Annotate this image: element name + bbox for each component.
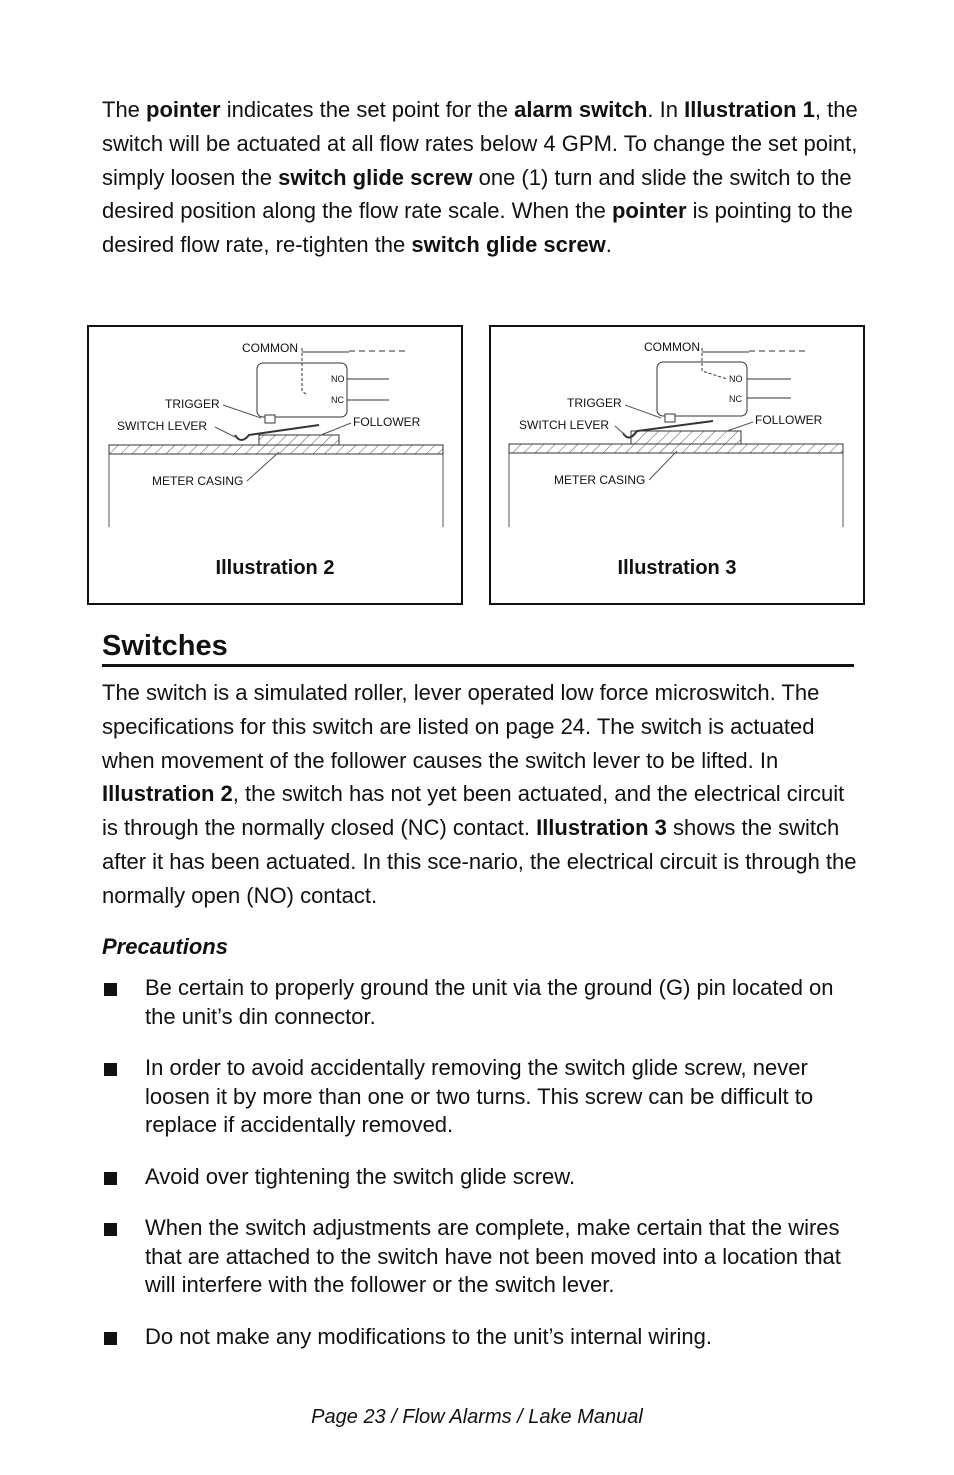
precaution-text: When the switch adjustments are complete, make certain that the wires that are attached to the switch have not been moved into a location that will interfere with the follower or the switch lever.: [145, 1215, 841, 1297]
bold-term: Illustration 3: [536, 815, 667, 841]
fig2-label-nc: NC: [331, 395, 344, 405]
text-run: is pointing to the desired flow rate, re-tighten the: [102, 198, 853, 258]
text-run: , the switch will be actuated at all flow rates below 4 GPM. To change the set point, simply loosen the: [102, 97, 858, 190]
list-item: [102, 1214, 862, 1300]
bullet-square-icon: [104, 1172, 117, 1185]
bold-term: switch glide screw: [411, 232, 606, 258]
bold-term: alarm switch: [514, 97, 648, 122]
fig3-label-trigger: TRIGGER: [567, 396, 622, 410]
precaution-text: Do not make any modifications to the unit’s internal wiring.: [145, 1323, 712, 1349]
fig3-label-common: COMMON: [644, 340, 700, 354]
list-item: [102, 1323, 862, 1352]
bold-term: pointer: [611, 198, 687, 224]
intro-paragraph: [102, 93, 862, 262]
bold-term: pointer: [146, 97, 221, 122]
text-run: shows the switch after it has been actuated. In this sce-nario, the electrical circuit is through the normally open (NO) contact.: [102, 815, 857, 908]
illustration-3: [489, 325, 865, 605]
text-run: , the switch has not yet been actuated, and the electrical circuit is through the normally closed (NC) contact.: [102, 781, 845, 841]
bullet-square-icon: [104, 1223, 117, 1236]
fig3-label-switch-lever: SWITCH LEVER: [519, 418, 610, 432]
illustration-3-caption: Illustration 3: [617, 557, 737, 579]
text-run: The switch is a simulated roller, lever operated low force microswitch. The specifications for this switch are listed on page 24. The switch is actuated when movement of the follower causes the switch lever to be lifted. In: [102, 680, 820, 773]
fig3-label-follower: FOLLOWER: [755, 413, 823, 427]
fig2-label-no: NO: [331, 374, 345, 384]
fig2-label-common: COMMON: [242, 341, 298, 355]
precaution-text: Be certain to properly ground the unit via the ground (G) pin located on the unit’s din connector.: [145, 975, 834, 1029]
list-item: [102, 1054, 862, 1140]
list-item: [102, 1163, 862, 1192]
fig3-label-no: NO: [729, 374, 743, 384]
bold-term: Illustration 1: [684, 97, 815, 122]
list-item: [102, 974, 862, 1031]
fig3-label-nc: NC: [729, 394, 742, 404]
bullet-square-icon: [104, 983, 117, 996]
bold-term: switch glide screw: [278, 164, 473, 190]
bullet-square-icon: [104, 1063, 117, 1076]
precaution-text: In order to avoid accidentally removing the switch glide screw, never loosen it by more than one or two turns. This screw can be difficult to replace if accidentally removed.: [145, 1055, 814, 1137]
bold-term: Illustration 2: [102, 781, 233, 807]
text-run: .: [605, 232, 612, 258]
fig3-label-meter-casing: METER CASING: [554, 473, 646, 487]
fig2-label-meter-casing: METER CASING: [152, 474, 244, 488]
illustration-2-caption: Illustration 2: [215, 557, 335, 579]
fig2-label-switch-lever: SWITCH LEVER: [117, 419, 208, 433]
text-run: indicates the set point for the: [220, 97, 515, 122]
section-title: Switches: [102, 628, 854, 667]
precaution-text: Avoid over tightening the switch glide screw.: [145, 1163, 576, 1189]
precautions-list: [102, 974, 862, 1374]
precautions-heading: Precautions: [102, 934, 228, 959]
fig2-label-trigger: TRIGGER: [165, 397, 220, 411]
text-run: The: [102, 97, 147, 122]
fig2-label-follower: FOLLOWER: [353, 415, 421, 429]
text-run: one (1) turn and slide the switch to the desired position along the flow rate scale. When the: [102, 164, 852, 224]
switches-paragraph: [102, 676, 862, 913]
illustration-2: [87, 325, 463, 605]
text-run: . In: [647, 97, 685, 122]
page-footer: Page 23 / Flow Alarms / Lake Manual: [311, 1406, 643, 1428]
bullet-square-icon: [104, 1332, 117, 1345]
